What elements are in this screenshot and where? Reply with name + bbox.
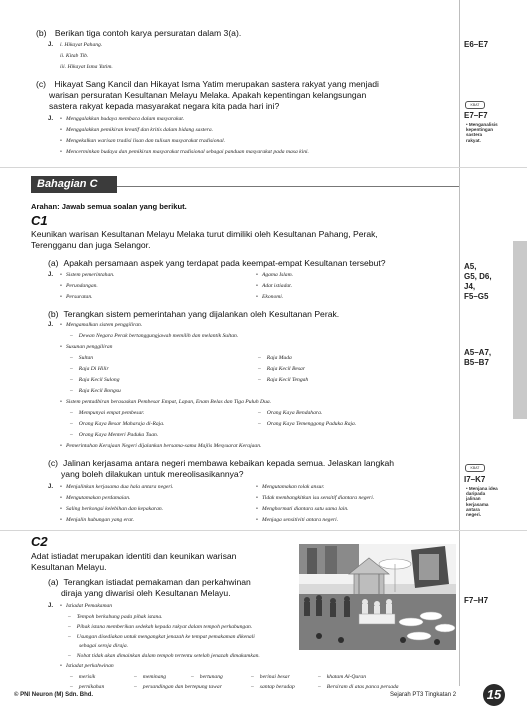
answer-line: • Menggalakkan pemikiran kreatif dan kritis dalam bidang sastera. (60, 126, 213, 134)
answer-subline: – merisik (70, 673, 95, 681)
book-title: Sejarah PT3 Tingkatan 2 (390, 692, 457, 698)
ceremony-illustration (299, 544, 456, 650)
question-c1-b: (b) Terangkan sistem pemerintahan yang dijalankan oleh Kesultanan Perak. (48, 309, 340, 319)
answer-subline: – Bersiram di atas panca persada (318, 683, 399, 691)
question-label: (c) (36, 79, 47, 89)
answer-line: • Adat istiadat. (256, 282, 292, 290)
question-text: Hikayat Sang Kancil dan Hikayat Isma Yatim merupakan sastera rakyat yang menjadi (54, 79, 379, 89)
chapter-tab (513, 241, 527, 419)
question-text: sastera rakyat kepada masyarakat negara kita pada hari ini? (49, 101, 280, 111)
answer-line: • Istiadat Pemakaman (60, 602, 112, 610)
answer-line: • Sistem pentadbiran berasaskan Pembesar Empat, Lapan, Enam Belas dan Tiga Puluh Dua. (60, 398, 271, 406)
answer-code: J. (48, 603, 54, 609)
answer-subline: – pernikahan (70, 683, 104, 691)
answer-subline: – persandingan dan bertepung tawar (134, 683, 222, 691)
answer-subline: – Raja Kecil Bongsu (70, 387, 121, 395)
question-stem: Keunikan warisan Kesultanan Melayu Melaka turut dimiliki oleh Kesultanan Pahang, Perak, Terengganu dan juga Selangor. (31, 229, 378, 250)
answer-code: J. (48, 272, 54, 278)
answer-code: J. (48, 42, 54, 48)
question-b-top (36, 28, 241, 39)
answer-subline: – bertunang (191, 673, 223, 681)
question-text: warisan persuratan Kesultanan Melayu Melaka. Apakah kepentingan kelangsungan (49, 90, 367, 100)
answer-subline: – khatam Al-Quran (318, 673, 366, 681)
answer-subline: – Mempunyai empat pembesar. (70, 409, 144, 417)
answer-subline: – Raja Kecil Sulong (70, 376, 120, 384)
answer-subline: – Orang Kaya Besar Maharaja di-Raja. (70, 420, 164, 428)
answer-subline: – Raja Di Hilir (70, 365, 109, 373)
skill-note: • Menjana idea daripada jalinan kerjasama antara negeri. (466, 486, 498, 518)
answer-subline: – Orang Kaya Bendahara. (258, 409, 322, 417)
royal-ceremony-photo (299, 544, 456, 650)
answer-line: • Mengekalkan warisan tradisi lisan dan tulisan masyarakat tradisional. (60, 137, 225, 145)
skill-code: A5–A7, B5–B7 (464, 348, 492, 367)
section-rule (117, 186, 459, 187)
skill-code: F7–H7 (464, 596, 489, 605)
answer-line: • Ekonomi. (256, 293, 283, 301)
answer-line: • Tidak membangkitkan isu sensitif diantara negeri. (256, 494, 374, 502)
answer-code: J. (48, 484, 54, 490)
answer-line: iii. Hikayat Isma Yatim. (60, 64, 113, 70)
answer-subline: – Raja Muda (258, 354, 292, 362)
answer-subline: – Orang Kaya Temenggong Paduka Raja. (258, 420, 356, 428)
answer-subline: – Dewan Negara Perak bertanggungjawab memilih dan melantik Sultan. (70, 332, 238, 340)
question-c1-c: (c) Jalinan kerjasama antara negeri membawa kebaikan kepada semua. Jelaskan langkah yang boleh dilakukan untuk mereolisasikannya? (48, 458, 395, 479)
skill-note: • Menganalisis kepentingan sastera rakyat. (466, 122, 498, 143)
answer-code: J. (48, 322, 54, 328)
answer-subline: – Tempoh berkabung pada pihak istana. (68, 613, 163, 621)
answer-line: • Agama Islam. (256, 271, 293, 279)
question-text: Berikan tiga contoh karya persuratan dalam 3(a). (54, 28, 242, 38)
answer-line: • Mengamalkan sistem penggiliran. (60, 321, 142, 329)
section-instruction: Arahan: Jawab semua soalan yang berikut. (31, 202, 187, 211)
answer-line: • Saling berkongsi kelebihan dan kepakaran. (60, 505, 163, 513)
answer-line: • Mengutamakan perdamaian. (60, 494, 130, 502)
answer-line: • Perundangan. (60, 282, 98, 290)
section-separator (0, 530, 527, 531)
answer-line: • Mengutamakan tolak ansur. (256, 483, 324, 491)
answer-subline: – Raja Kecil Tengah (258, 376, 308, 384)
answer-line: • Menjalinkan kerjasama dua hala antara negeri. (60, 483, 173, 491)
question-c-top (36, 79, 379, 112)
section-header: Bahagian C (31, 176, 117, 193)
answer-subline: – Pihak istana memberikan sedekah kepada rakyat dalam tempoh perkabungan. (68, 623, 252, 631)
publisher-credit: © PNI Neuron (M) Sdn. Bhd. (14, 692, 94, 698)
answer-subline: – santap beradap (251, 683, 295, 691)
answer-subline: sebagai seroja diraja. (79, 643, 129, 649)
question-stem: Adat istiadat merupakan identiti dan keunikan warisan Kesultanan Melayu. (31, 551, 237, 572)
skill-code: A5, G5, D6, J4, F5–G5 (464, 262, 492, 301)
answer-subline: – meminang (134, 673, 166, 681)
answer-line: ii. Kitab Tib. (60, 53, 89, 59)
answer-subline: – Usungan disediakan untuk mengangkat jenazah ke tempat pemakaman dikenali (68, 633, 255, 641)
page-number: 15 (483, 684, 505, 706)
answer-code: J. (48, 116, 54, 122)
question-label: (b) (36, 28, 47, 38)
answer-line: • Istiadat perkahwinan (60, 662, 114, 670)
skill-code: E6–E7 (464, 40, 489, 49)
hots-badge: KBAT (465, 101, 485, 109)
answer-line: • Menghormati diantara satu sama lain. (256, 505, 349, 513)
margin-divider (459, 0, 460, 686)
question-number: C2 (31, 534, 48, 549)
answer-line: • Menjaga sensitiviti antara negeri. (256, 516, 338, 524)
question-c1-a: (a) Apakah persamaan aspek yang terdapat pada keempat-empat Kesultanan tersebut? (48, 258, 386, 268)
answer-line: i. Hikayat Pahang. (60, 42, 103, 48)
section-separator (0, 167, 527, 168)
question-c2-a: (a) Terangkan istiadat pemakaman dan perkahwinan diraja yang diwarisi oleh Kesultanan Melayu. (48, 577, 251, 598)
answer-line: • Sistem pemerintahan. (60, 271, 114, 279)
answer-subline: – Orang Kaya Menteri Paduka Tuan. (70, 431, 158, 439)
answer-subline: – Sultan (70, 354, 93, 362)
answer-line: • Menjalin hubungan yang erat. (60, 516, 134, 524)
question-number: C1 (31, 213, 48, 228)
answer-line: • Menggalakkan budaya membaca dalam masyarakat. (60, 115, 184, 123)
answer-subline: – Nobat tidak akan dimainkan dalam tempoh tertentu setelah jenazah dimakamkan. (68, 652, 260, 660)
answer-line: • Persuratan. (60, 293, 93, 301)
answer-line: • Mencerminkan budaya dan pemikiran masyarakat tradisional sebagai panduan masyarakat pada masa kini. (60, 148, 309, 156)
skill-code: I7–K7 (464, 475, 486, 484)
answer-subline: – Raja Kecil Besar (258, 365, 305, 373)
skill-code: E7–F7 (464, 111, 488, 120)
hots-badge: KBAT (465, 464, 485, 472)
answer-line: • Susunan penggiliran (60, 343, 112, 351)
answer-subline: – berinai besar (251, 673, 290, 681)
answer-line: • Pemerintahan Kerajaan Negeri dijalankan bersama-sama Majlis Mesyuarat Kerajaan. (60, 442, 261, 450)
